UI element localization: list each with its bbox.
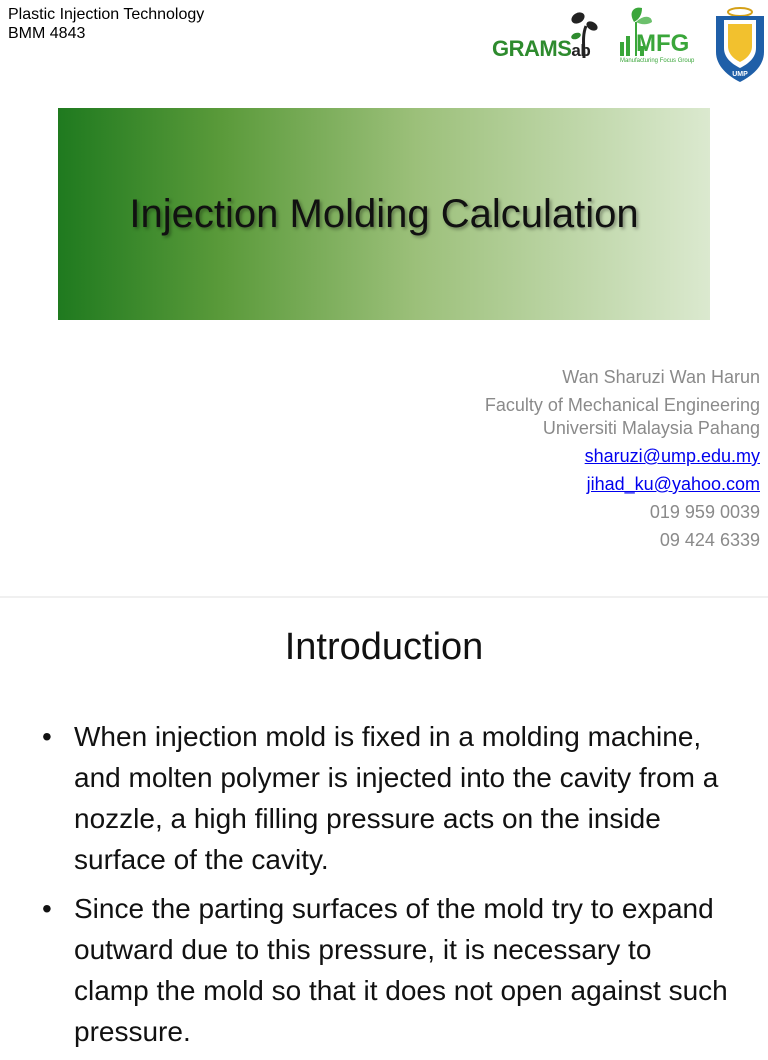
mfg-wordmark: MFG bbox=[636, 30, 690, 57]
bullet-text: When injection mold is fixed in a molding machine, and molten polymer is injected into the cavity from a nozzle, a high filling pressure acts on the inside surface of the cavity. bbox=[74, 721, 719, 875]
author-block bbox=[485, 366, 760, 552]
phone-mobile: 019 959 0039 bbox=[649, 502, 760, 522]
ump-shield-icon bbox=[712, 4, 768, 84]
course-header bbox=[8, 5, 204, 43]
bullet-item bbox=[42, 888, 732, 1052]
course-name: Plastic Injection Technology bbox=[8, 6, 205, 23]
ump-logo bbox=[712, 4, 768, 84]
bullet-marker: • bbox=[42, 721, 52, 752]
intro-slide bbox=[0, 598, 768, 1047]
slide-title: Injection Molding Calculation bbox=[129, 192, 639, 236]
course-code: BMM 4843 bbox=[8, 25, 86, 42]
bullet-item bbox=[42, 716, 732, 880]
ump-label: UMP bbox=[732, 71, 748, 78]
email-link-primary[interactable]: sharuzi@ump.edu.my bbox=[584, 446, 760, 466]
gramslab-logo bbox=[492, 8, 610, 70]
logo-strip bbox=[490, 2, 768, 84]
author-faculty: Faculty of Mechanical Engineering bbox=[484, 395, 760, 415]
gramslab-wordmark: GRAMSab bbox=[492, 36, 591, 61]
mfg-logo bbox=[616, 2, 706, 72]
bullet-text: Since the parting surfaces of the mold try to expand outward due to this pressure, it is necessary to clamp the mold so that it does not open against such pressure. bbox=[74, 893, 728, 1047]
mfg-subtitle: Manufacturing Focus Group bbox=[620, 58, 695, 64]
author-university: Universiti Malaysia Pahang bbox=[542, 418, 760, 438]
title-banner bbox=[58, 108, 710, 320]
phone-office: 09 424 6339 bbox=[659, 530, 760, 550]
intro-title: Introduction bbox=[284, 626, 484, 668]
email-link-secondary[interactable]: jihad_ku@yahoo.com bbox=[586, 474, 760, 494]
author-name: Wan Sharuzi Wan Harun bbox=[562, 367, 760, 387]
bullet-marker: • bbox=[42, 893, 52, 924]
bullet-list bbox=[42, 716, 732, 1060]
